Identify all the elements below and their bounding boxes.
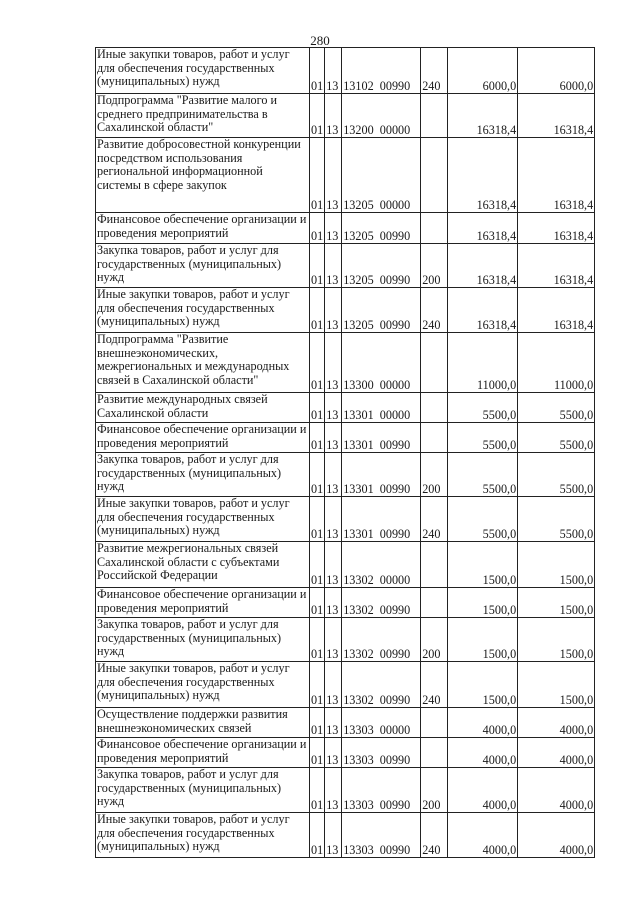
amount-cell: 1500,0: [518, 662, 595, 708]
row-name-cell: Осуществление поддержки развития внешнеэкономических связей: [96, 708, 310, 738]
table-row: [96, 244, 595, 288]
expense-type-cell: 200: [421, 618, 448, 662]
table-row: [96, 393, 595, 423]
target-article-cell: 13300 00000: [342, 333, 421, 393]
amount-cell: 1500,0: [518, 542, 595, 588]
subsection-code-cell: 13: [325, 542, 342, 588]
section-code-cell: 01: [310, 453, 325, 497]
section-code-cell: 01: [310, 213, 325, 244]
subsection-code-cell: 13: [325, 453, 342, 497]
target-article-cell: 13302 00990: [342, 662, 421, 708]
amount-cell: 6000,0: [518, 48, 595, 94]
target-article-cell: 13205 00990: [342, 288, 421, 333]
expense-type-cell: [421, 94, 448, 138]
table-row: [96, 333, 595, 393]
amount-cell: 5500,0: [518, 453, 595, 497]
budget-table-body: [96, 48, 595, 858]
expense-type-cell: 200: [421, 768, 448, 813]
row-name-cell: Финансовое обеспечение организации и проведения мероприятий: [96, 588, 310, 618]
expense-type-cell: [421, 738, 448, 768]
amount-cell: 5500,0: [518, 393, 595, 423]
table-row: [96, 768, 595, 813]
subsection-code-cell: 13: [325, 244, 342, 288]
target-article-cell: 13301 00990: [342, 497, 421, 542]
expense-type-cell: 240: [421, 288, 448, 333]
subsection-code-cell: 13: [325, 213, 342, 244]
subsection-code-cell: 13: [325, 288, 342, 333]
row-name-cell: Иные закупки товаров, работ и услуг для обеспечения государственных (муниципальных) нужд: [96, 48, 310, 94]
amount-cell: 16318,4: [448, 244, 518, 288]
amount-cell: 5500,0: [448, 497, 518, 542]
expense-type-cell: 240: [421, 497, 448, 542]
section-code-cell: 01: [310, 813, 325, 858]
subsection-code-cell: 13: [325, 48, 342, 94]
row-name-cell: Иные закупки товаров, работ и услуг для обеспечения государственных (муниципальных) нужд: [96, 813, 310, 858]
section-code-cell: 01: [310, 138, 325, 213]
target-article-cell: 13303 00000: [342, 708, 421, 738]
target-article-cell: 13302 00990: [342, 618, 421, 662]
table-row: [96, 423, 595, 453]
amount-cell: 16318,4: [448, 288, 518, 333]
table-row: [96, 738, 595, 768]
row-name-cell: Закупка товаров, работ и услуг для государственных (муниципальных) нужд: [96, 618, 310, 662]
section-code-cell: 01: [310, 393, 325, 423]
expense-type-cell: [421, 708, 448, 738]
target-article-cell: 13303 00990: [342, 768, 421, 813]
expense-type-cell: [421, 393, 448, 423]
target-article-cell: 13301 00990: [342, 423, 421, 453]
amount-cell: 16318,4: [448, 213, 518, 244]
table-row: [96, 497, 595, 542]
amount-cell: 16318,4: [518, 244, 595, 288]
section-code-cell: 01: [310, 497, 325, 542]
table-row: [96, 94, 595, 138]
section-code-cell: 01: [310, 48, 325, 94]
row-name-cell: Развитие международных связей Сахалинской области: [96, 393, 310, 423]
row-name-cell: Финансовое обеспечение организации и проведения мероприятий: [96, 423, 310, 453]
table-row: [96, 138, 595, 213]
table-row: [96, 542, 595, 588]
target-article-cell: 13205 00990: [342, 244, 421, 288]
amount-cell: 11000,0: [518, 333, 595, 393]
amount-cell: 4000,0: [518, 708, 595, 738]
section-code-cell: 01: [310, 333, 325, 393]
expense-type-cell: [421, 588, 448, 618]
subsection-code-cell: 13: [325, 813, 342, 858]
row-name-cell: Закупка товаров, работ и услуг для государственных (муниципальных) нужд: [96, 768, 310, 813]
subsection-code-cell: 13: [325, 393, 342, 423]
section-code-cell: 01: [310, 542, 325, 588]
target-article-cell: 13301 00000: [342, 393, 421, 423]
table-row: [96, 813, 595, 858]
target-article-cell: 13200 00000: [342, 94, 421, 138]
amount-cell: 5500,0: [448, 393, 518, 423]
row-name-cell: Финансовое обеспечение организации и проведения мероприятий: [96, 213, 310, 244]
amount-cell: 16318,4: [518, 213, 595, 244]
target-article-cell: 13301 00990: [342, 453, 421, 497]
target-article-cell: 13302 00990: [342, 588, 421, 618]
amount-cell: 1500,0: [448, 588, 518, 618]
amount-cell: 1500,0: [518, 618, 595, 662]
amount-cell: 1500,0: [448, 662, 518, 708]
subsection-code-cell: 13: [325, 618, 342, 662]
subsection-code-cell: 13: [325, 768, 342, 813]
expense-type-cell: 240: [421, 813, 448, 858]
subsection-code-cell: 13: [325, 94, 342, 138]
expense-type-cell: [421, 213, 448, 244]
table-row: [96, 213, 595, 244]
target-article-cell: 13303 00990: [342, 813, 421, 858]
section-code-cell: 01: [310, 288, 325, 333]
table-row: [96, 662, 595, 708]
row-name-cell: Иные закупки товаров, работ и услуг для обеспечения государственных (муниципальных) нужд: [96, 288, 310, 333]
amount-cell: 4000,0: [448, 708, 518, 738]
target-article-cell: 13302 00000: [342, 542, 421, 588]
expense-type-cell: [421, 423, 448, 453]
target-article-cell: 13205 00000: [342, 138, 421, 213]
amount-cell: 16318,4: [448, 138, 518, 213]
subsection-code-cell: 13: [325, 138, 342, 213]
subsection-code-cell: 13: [325, 708, 342, 738]
row-name-cell: Развитие межрегиональных связей Сахалинской области с субъектами Российской Федерации: [96, 542, 310, 588]
amount-cell: 16318,4: [518, 138, 595, 213]
section-code-cell: 01: [310, 708, 325, 738]
target-article-cell: 13303 00990: [342, 738, 421, 768]
page-number: 280: [310, 33, 330, 48]
amount-cell: 5500,0: [448, 423, 518, 453]
amount-cell: 4000,0: [448, 768, 518, 813]
subsection-code-cell: 13: [325, 662, 342, 708]
amount-cell: 5500,0: [518, 423, 595, 453]
budget-table: [95, 47, 595, 858]
table-row: [96, 48, 595, 94]
amount-cell: 1500,0: [448, 542, 518, 588]
expense-type-cell: 200: [421, 244, 448, 288]
target-article-cell: 13102 00990: [342, 48, 421, 94]
amount-cell: 5500,0: [518, 497, 595, 542]
subsection-code-cell: 13: [325, 738, 342, 768]
section-code-cell: 01: [310, 662, 325, 708]
table-row: [96, 288, 595, 333]
amount-cell: 16318,4: [448, 94, 518, 138]
section-code-cell: 01: [310, 244, 325, 288]
section-code-cell: 01: [310, 738, 325, 768]
amount-cell: 4000,0: [518, 738, 595, 768]
amount-cell: 1500,0: [448, 618, 518, 662]
section-code-cell: 01: [310, 94, 325, 138]
section-code-cell: 01: [310, 588, 325, 618]
expense-type-cell: 200: [421, 453, 448, 497]
row-name-cell: Иные закупки товаров, работ и услуг для обеспечения государственных (муниципальных) нужд: [96, 497, 310, 542]
amount-cell: 5500,0: [448, 453, 518, 497]
expense-type-cell: [421, 542, 448, 588]
row-name-cell: Финансовое обеспечение организации и проведения мероприятий: [96, 738, 310, 768]
amount-cell: 1500,0: [518, 588, 595, 618]
section-code-cell: 01: [310, 423, 325, 453]
row-name-cell: Подпрограмма "Развитие внешнеэкономических, межрегиональных и международных связей в Сахалинской области": [96, 333, 310, 393]
subsection-code-cell: 13: [325, 333, 342, 393]
amount-cell: 11000,0: [448, 333, 518, 393]
expense-type-cell: 240: [421, 48, 448, 94]
expense-type-cell: [421, 333, 448, 393]
amount-cell: 4000,0: [448, 813, 518, 858]
row-name-cell: Подпрограмма "Развитие малого и среднего предпринимательства в Сахалинской области": [96, 94, 310, 138]
amount-cell: 4000,0: [518, 768, 595, 813]
amount-cell: 4000,0: [448, 738, 518, 768]
section-code-cell: 01: [310, 768, 325, 813]
table-row: [96, 618, 595, 662]
row-name-cell: Закупка товаров, работ и услуг для государственных (муниципальных) нужд: [96, 244, 310, 288]
table-row: [96, 708, 595, 738]
row-name-cell: Иные закупки товаров, работ и услуг для обеспечения государственных (муниципальных) нужд: [96, 662, 310, 708]
expense-type-cell: 240: [421, 662, 448, 708]
subsection-code-cell: 13: [325, 423, 342, 453]
table-row: [96, 588, 595, 618]
row-name-cell: Закупка товаров, работ и услуг для государственных (муниципальных) нужд: [96, 453, 310, 497]
row-name-cell: Развитие добросовестной конкуренции посредством использования региональной информационной системы в сфере закупок: [96, 138, 310, 213]
subsection-code-cell: 13: [325, 497, 342, 542]
amount-cell: 4000,0: [518, 813, 595, 858]
section-code-cell: 01: [310, 618, 325, 662]
amount-cell: 16318,4: [518, 94, 595, 138]
amount-cell: 6000,0: [448, 48, 518, 94]
amount-cell: 16318,4: [518, 288, 595, 333]
table-row: [96, 453, 595, 497]
expense-type-cell: [421, 138, 448, 213]
subsection-code-cell: 13: [325, 588, 342, 618]
target-article-cell: 13205 00990: [342, 213, 421, 244]
